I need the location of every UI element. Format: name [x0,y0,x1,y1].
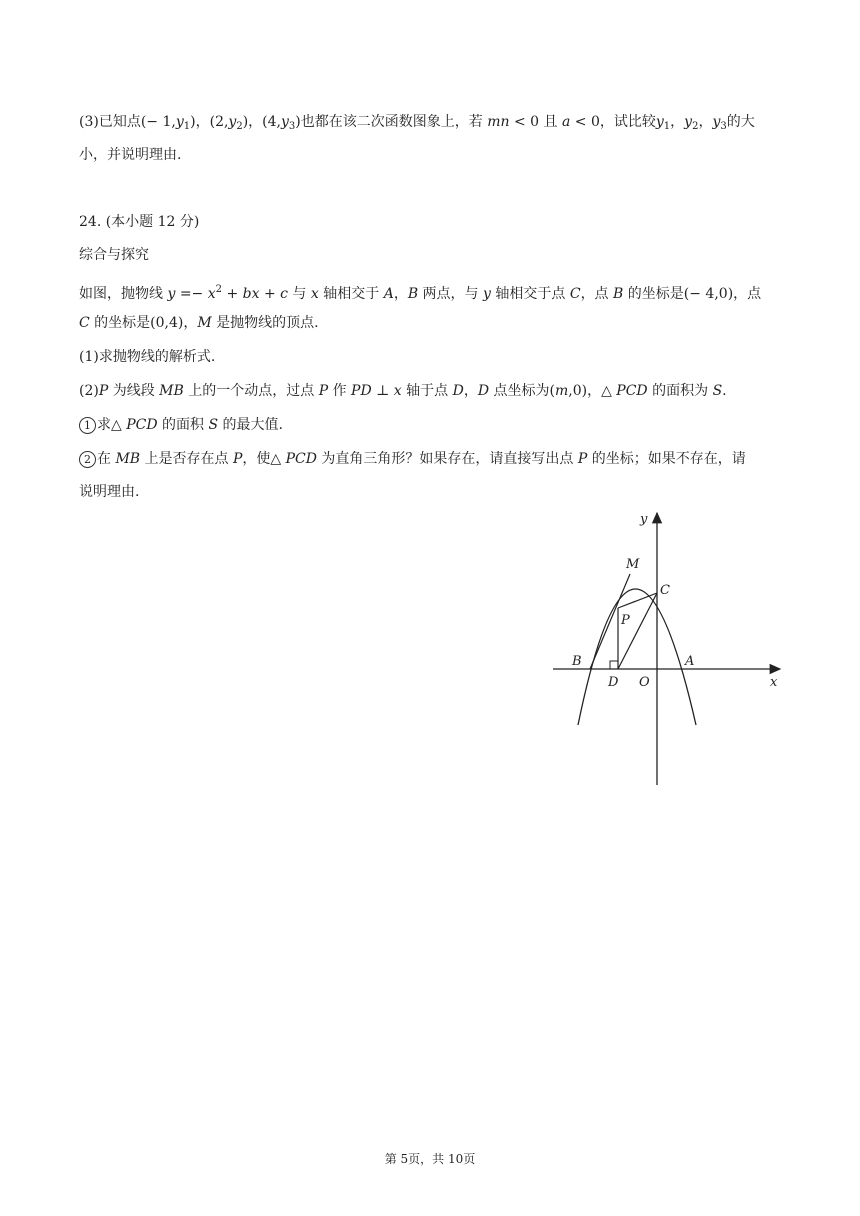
q24-sub2-line2: 说明理由. [79,484,140,500]
q24-intro-line2: C 的坐标是(0,4)，M 是抛物线的顶点. [79,315,319,331]
q24-intro-line1: 如图，抛物线 $y =- x^2$ + bx + c 与 x 轴相交于 A，B 两点，与 y 轴相交于点 C，点 B 的坐标是(− 4,0)，点 [79,284,762,302]
label-a: A [685,654,695,669]
segment-dc [618,593,657,669]
label-b: B [572,654,582,669]
q24-subtitle: 综合与探究 [79,247,149,263]
circled-number-1: 1 [79,417,96,434]
q23-part3-line1: (3)已知点(− $1,y_1$)，$(2,y_2)$，$(4,y_3)$也都在该二次函数图象上，若 mn < 0 且 a < 0，试比较$y_1$，$y_2$，$y_3$的大 [79,114,755,132]
label-d: D [608,675,619,690]
q24-header: 24. (本小题 12 分) [79,214,200,230]
label-x-axis: x [770,675,778,690]
circled-number-2: 2 [79,451,96,468]
q24-part2: (2)P 为线段 MB 上的一个动点，过点 P 作 PD ⊥ x 轴于点 D，D 点坐标为(m,0)，△ PCD 的面积为 S. [79,383,727,399]
page-footer: 第 5页，共 10页 [384,1152,476,1166]
label-o: O [639,675,650,690]
label-c: C [660,583,670,598]
q23-part3-line2: 小，并说明理由. [79,147,182,163]
parabola-figure [548,505,788,795]
label-m: M [626,557,640,572]
q24-sub2: 2 在 MB 上是否存在点 P，使△ PCD 为直角三角形？如果存在，请直接写出点 P 的坐标；如果不存在，请 [79,449,746,469]
q24-sub1: 1 求△ PCD 的面积 S 的最大值. [79,415,283,435]
label-y-axis: y [640,512,648,527]
q24-part1: (1)求抛物线的解析式. [79,349,216,365]
label-p: P [621,613,630,628]
segment-pc [618,593,657,608]
right-angle-mark [610,661,618,669]
